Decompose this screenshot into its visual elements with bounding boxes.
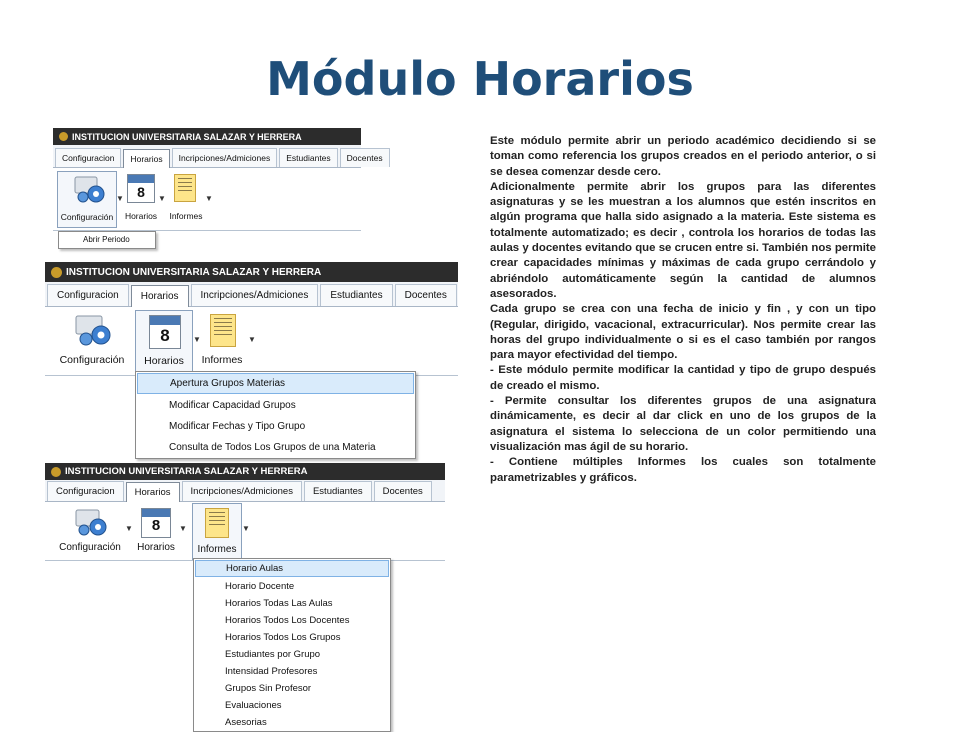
informes-label: Informes (197, 544, 237, 555)
gear-icon (73, 313, 113, 347)
window-title: INSTITUCION UNIVERSITARIA SALAZAR Y HERRERA (72, 131, 302, 142)
horarios-button[interactable] (133, 505, 179, 557)
tab-estudiantes[interactable]: Estudiantes (304, 481, 372, 501)
screenshot-informes-menu (45, 463, 445, 728)
description-paragraph: - Contiene múltiples Informes los cuales son totalmente parametrizables y gráficos. (490, 456, 876, 484)
institution-logo-icon (51, 467, 61, 477)
tab-horarios[interactable]: Horarios (131, 285, 189, 307)
informes-button[interactable] (192, 503, 242, 560)
configuracion-label: Configuración (59, 542, 121, 553)
configuracion-dropdown (58, 231, 156, 249)
window-titlebar (45, 463, 445, 480)
horarios-button[interactable] (123, 171, 159, 226)
menu-item[interactable]: Horarios Todos Los Docentes (225, 615, 350, 626)
screenshot-horarios-menu (45, 262, 458, 460)
configuracion-button[interactable] (57, 171, 117, 228)
tab-configuracion[interactable]: Configuracion (47, 481, 124, 501)
tab-docentes[interactable]: Docentes (395, 284, 457, 306)
informes-dropdown (193, 558, 391, 732)
chevron-down-icon[interactable]: ▼ (125, 524, 133, 533)
menu-item[interactable]: Modificar Fechas y Tipo Grupo (169, 421, 306, 432)
chevron-down-icon[interactable]: ▼ (158, 194, 166, 203)
configuracion-button[interactable] (51, 505, 129, 557)
menu-item[interactable]: Consulta de Todos Los Grupos de una Materia (169, 442, 376, 453)
tab-docentes[interactable]: Docentes (374, 481, 432, 501)
tab-configuracion[interactable]: Configuracion (55, 148, 121, 167)
description-text (490, 134, 876, 486)
menu-item[interactable]: Horario Docente (225, 581, 295, 592)
menu-item[interactable]: Horario Aulas (195, 560, 389, 577)
menu-item[interactable]: Asesorias (225, 717, 267, 728)
menu-item[interactable]: Apertura Grupos Materias (137, 373, 414, 394)
calendar-icon: 8 (141, 508, 171, 538)
menu-tabs (53, 145, 383, 168)
institution-logo-icon (59, 132, 68, 141)
informes-button[interactable] (197, 310, 247, 372)
screenshot-abrir-periodo (53, 128, 383, 255)
menu-item[interactable]: Intensidad Profesores (225, 666, 318, 677)
chevron-down-icon[interactable]: ▼ (248, 335, 256, 344)
tab-inscripciones[interactable]: Incripciones/Admiciones (182, 481, 302, 501)
tab-estudiantes[interactable]: Estudiantes (320, 284, 392, 306)
menu-tabs (45, 282, 458, 307)
tab-horarios[interactable]: Horarios (123, 149, 169, 168)
tab-inscripciones[interactable]: Incripciones/Admiciones (191, 284, 319, 306)
horarios-label: Horarios (124, 211, 158, 221)
menu-item[interactable]: Grupos Sin Profesor (225, 683, 312, 694)
menu-item[interactable]: Evaluaciones (225, 700, 282, 711)
institution-logo-icon (51, 267, 62, 278)
horarios-label: Horarios (137, 542, 175, 553)
document-icon (174, 174, 196, 202)
menu-tabs (45, 480, 445, 502)
gear-icon (72, 174, 106, 204)
gear-icon (73, 507, 109, 537)
tab-horarios[interactable]: Horarios (126, 482, 180, 502)
slide-title: Módulo Horarios (266, 52, 694, 106)
menu-item[interactable]: Horarios Todas Las Aulas (225, 598, 333, 609)
tab-configuracion[interactable]: Configuracion (47, 284, 129, 306)
informes-label: Informes (169, 211, 203, 221)
chevron-down-icon[interactable]: ▼ (205, 194, 213, 203)
ribbon (45, 502, 445, 561)
document-icon (210, 314, 236, 347)
chevron-down-icon[interactable]: ▼ (242, 524, 250, 533)
menu-item[interactable]: Horarios Todos Los Grupos (225, 632, 341, 643)
window-titlebar (45, 262, 458, 282)
window-title: INSTITUCION UNIVERSITARIA SALAZAR Y HERRERA (66, 266, 322, 278)
chevron-down-icon[interactable]: ▼ (193, 335, 201, 344)
chevron-down-icon[interactable]: ▼ (116, 194, 124, 203)
chevron-down-icon[interactable]: ▼ (179, 524, 187, 533)
tab-inscripciones[interactable]: Incripciones/Admiciones (172, 148, 278, 167)
configuracion-label: Configuración (60, 212, 114, 222)
description-paragraph: Este módulo permite abrir un periodo académico decidiendo si se toman como referencia los grupos creados en el periodo anterior, o si se desea comenzar desde cero. (490, 135, 876, 178)
menu-item[interactable]: Modificar Capacidad Grupos (169, 400, 296, 411)
tab-estudiantes[interactable]: Estudiantes (279, 148, 337, 167)
informes-button[interactable] (166, 171, 206, 226)
description-paragraph: - Este módulo permite modificar la cantidad y tipo de grupo después de creado el mismo. (490, 364, 876, 392)
horarios-button[interactable] (135, 310, 193, 374)
ribbon (45, 307, 458, 376)
informes-label: Informes (201, 354, 243, 366)
horarios-dropdown (135, 371, 416, 459)
horarios-label: Horarios (144, 355, 184, 367)
document-icon (205, 508, 229, 538)
menu-item[interactable]: Estudiantes por Grupo (225, 649, 321, 660)
window-title: INSTITUCION UNIVERSITARIA SALAZAR Y HERRERA (65, 466, 308, 477)
calendar-icon: 8 (127, 174, 155, 203)
configuracion-button[interactable] (51, 310, 133, 372)
description-paragraph: Adicionalmente permite abrir los grupos para las diferentes asignaturas y se les muestran a los alumnos que estén inscritos en algún programa que halla sido asignado a la materia. Este sistema es totalmente automatizado; es decir , controla los horarios de todas las aulas y docentes evitando que se crucen entre si. También nos permite crear capacidades mínimas y máximas de cada grupo cerrándolo y abriéndolo automáticamente según la cantidad de alumnos asesorados. (490, 180, 876, 300)
calendar-icon: 8 (149, 315, 181, 349)
description-paragraph: Cada grupo se crea con una fecha de inicio y fin , y con un tipo (Regular, dirigido, vacacional, extracurricular). Nos permite crear las horas del grupo individualmente o si es el caso también por rangos para mayor efectividad del tiempo. (490, 303, 876, 362)
menu-item[interactable]: Abrir Periodo (83, 235, 130, 244)
ribbon (53, 168, 361, 231)
tab-docentes[interactable]: Docentes (340, 148, 390, 167)
window-titlebar (53, 128, 361, 145)
configuracion-label: Configuración (59, 354, 125, 366)
description-paragraph: - Permite consultar los diferentes grupos de una asignatura dinámicamente, es decir al dar click en uno de los grupos de la asignatura el sistema lo selecciona de un color permitiendo una visualización mas ágil de su horario. (490, 395, 876, 453)
